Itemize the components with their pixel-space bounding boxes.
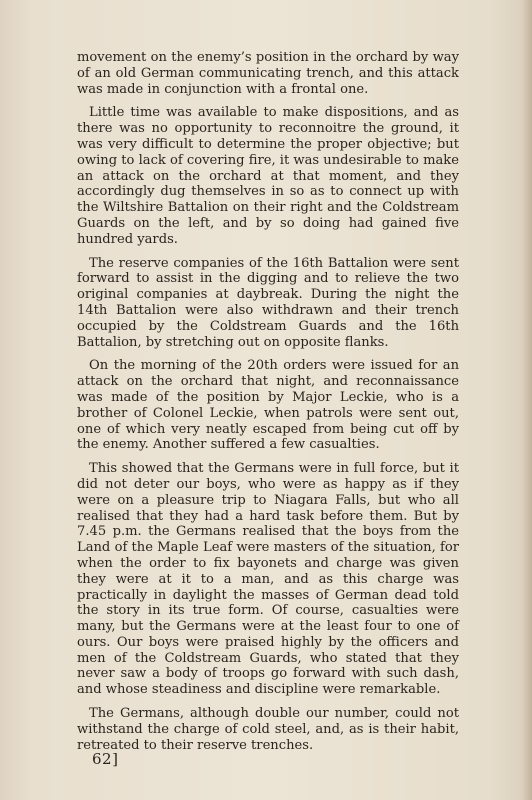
page-edge-shadow (522, 0, 532, 800)
paragraph-continuation: movement on the enemy’s position in the orchard by way of an old German communicating trench, and this attack was made in conjunction with a frontal one. (77, 50, 459, 97)
page-body-text (77, 50, 459, 761)
paragraph-charge: This showed that the Germans were in full force, but it did not deter our boys, who were as happy as if they were on a pleasure trip to Niagara Falls, but who all realised that they had a hard task before them. But by 7.45 p.m. the Germans realised that the boys from the Land of the Maple Leaf were masters of the situation, for when the order to fix bayonets and charge was given they were at it to a man, and as this charge was practically in daylight the masses of German dead told the story in its true form. Of course, casualties were many, but the Germans were at the least four to one of ours. Our boys were praised highly by the officers and men of the Coldstream Guards, who stated that they never saw a body of troops go forward with such dash, and whose steadiness and discipline were remarkable. (77, 461, 459, 698)
paragraph-retreat: The Germans, although double our number, could not withstand the charge of cold steel, and, as is their habit, retreated to their reserve trenches. (77, 706, 459, 753)
paragraph-orders-20th: On the morning of the 20th orders were issued for an attack on the orchard that night, and reconnaissance was made of the position by Major Leckie, who is a brother of Colonel Leckie, when patrols were sent out, one of which very neatly escaped from being cut off by the enemy. Another suffered a few casualties. (77, 358, 459, 453)
page-number: 62] (92, 750, 119, 768)
paragraph-reserve-companies: The reserve companies of the 16th Battalion were sent forward to assist in the digging and to relieve the two original companies at daybreak. During the night the 14th Battalion were also withdrawn and their trench occupied by the Coldstream Guards and the 16th Battalion, by stretching out on opposite flanks. (77, 255, 459, 350)
paragraph-dispositions: Little time was available to make dispositions, and as there was no opportunity to reconnoitre the ground, it was very difficult to determine the proper objective; but owing to lack of covering fire, it was undesirable to make an attack on the orchard at that moment, and they accordingly dug themselves in so as to connect up with the Wiltshire Battalion on their right and the Coldstream Guards on the left, and by so doing had gained five hundred yards. (77, 105, 459, 247)
